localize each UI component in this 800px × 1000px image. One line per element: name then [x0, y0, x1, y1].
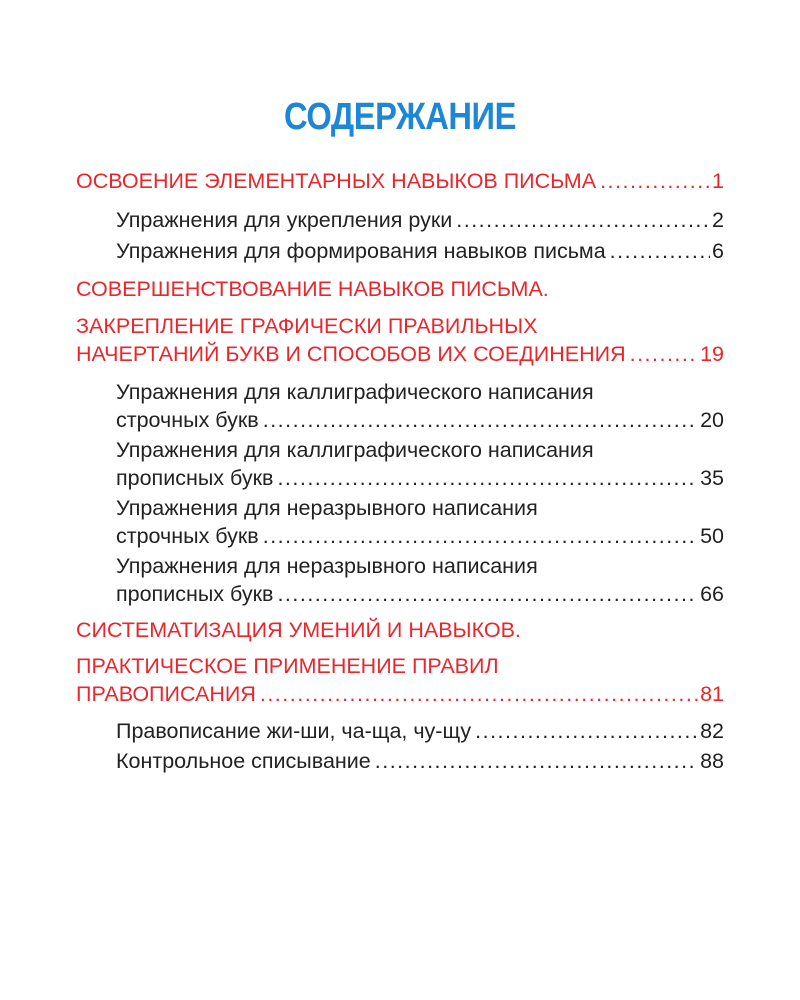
dot-leader — [456, 207, 710, 233]
toc-entry-text: Контрольное списывание — [116, 749, 371, 773]
toc-section-entry[interactable]: СОВЕРШЕНСТВОВАНИЕ НАВЫКОВ ПИСЬМА. — [76, 277, 549, 301]
toc-sub-entry[interactable] — [116, 581, 724, 607]
dot-leader — [263, 407, 698, 433]
toc-entry-text: НАЧЕРТАНИЙ БУКВ И СПОСОБОВ ИХ СОЕДИНЕНИЯ — [76, 342, 626, 366]
dot-leader — [630, 341, 698, 367]
toc-entry-text: Упражнения для укрепления руки — [116, 208, 453, 232]
toc-sub-entry[interactable] — [116, 718, 724, 744]
toc-entry-text: прописных букв — [116, 582, 274, 606]
toc-entry-text: ОСВОЕНИЕ ЭЛЕМЕНТАРНЫХ НАВЫКОВ ПИСЬМА — [76, 169, 597, 193]
toc-sub-entry[interactable] — [116, 748, 724, 774]
dot-leader — [610, 238, 710, 264]
toc-sub-entry[interactable]: Упражнения для каллиграфического написания — [116, 438, 594, 462]
toc-section-entry[interactable]: СИСТЕМАТИЗАЦИЯ УМЕНИЙ И НАВЫКОВ. — [76, 618, 521, 642]
toc-page-number: 88 — [700, 749, 724, 773]
toc-page-number: 20 — [700, 408, 724, 432]
dot-leader — [600, 168, 710, 194]
toc-sub-entry[interactable] — [116, 407, 724, 433]
dot-leader — [277, 581, 698, 607]
toc-section-entry[interactable]: ЗАКРЕПЛЕНИЕ ГРАФИЧЕСКИ ПРАВИЛЬНЫХ — [76, 314, 538, 338]
toc-sub-entry[interactable] — [116, 238, 724, 264]
toc-sub-entry[interactable]: Упражнения для каллиграфического написания — [116, 380, 594, 404]
toc-entry-text: ПРАВОПИСАНИЯ — [76, 682, 256, 706]
toc-section-entry[interactable] — [76, 168, 724, 194]
toc-section-entry[interactable]: ПРАКТИЧЕСКОЕ ПРИМЕНЕНИЕ ПРАВИЛ — [76, 654, 499, 678]
toc-sub-entry[interactable] — [116, 523, 724, 549]
toc-sub-entry[interactable] — [116, 465, 724, 491]
toc-section-entry[interactable] — [76, 341, 724, 367]
toc-sub-entry[interactable]: Упражнения для неразрывного написания — [116, 496, 538, 520]
toc-page-number: 2 — [712, 208, 724, 232]
toc-entry-text: прописных букв — [116, 466, 274, 490]
dot-leader — [263, 523, 698, 549]
toc-page-number: 81 — [700, 682, 724, 706]
toc-page-number: 6 — [712, 239, 724, 263]
toc-page-number: 82 — [700, 719, 724, 743]
toc-page-number: 66 — [700, 582, 724, 606]
toc-page-number: 50 — [700, 524, 724, 548]
dot-leader — [475, 718, 698, 744]
toc-section-entry[interactable] — [76, 681, 724, 707]
toc-page-number: 19 — [700, 342, 724, 366]
toc-page-number: 1 — [712, 169, 724, 193]
dot-leader — [277, 465, 698, 491]
dot-leader — [375, 748, 698, 774]
dot-leader — [260, 681, 698, 707]
toc-entry-text: Правописание жи-ши, ча-ща, чу-щу — [116, 719, 472, 743]
toc-sub-entry[interactable]: Упражнения для неразрывного написания — [116, 554, 538, 578]
toc-page-number: 35 — [700, 466, 724, 490]
toc-sub-entry[interactable] — [116, 207, 724, 233]
toc-entry-text: строчных букв — [116, 524, 259, 548]
page-title: СОДЕРЖАНИЕ — [284, 96, 516, 138]
toc-entry-text: Упражнения для формирования навыков письма — [116, 239, 606, 263]
toc-entry-text: строчных букв — [116, 408, 259, 432]
